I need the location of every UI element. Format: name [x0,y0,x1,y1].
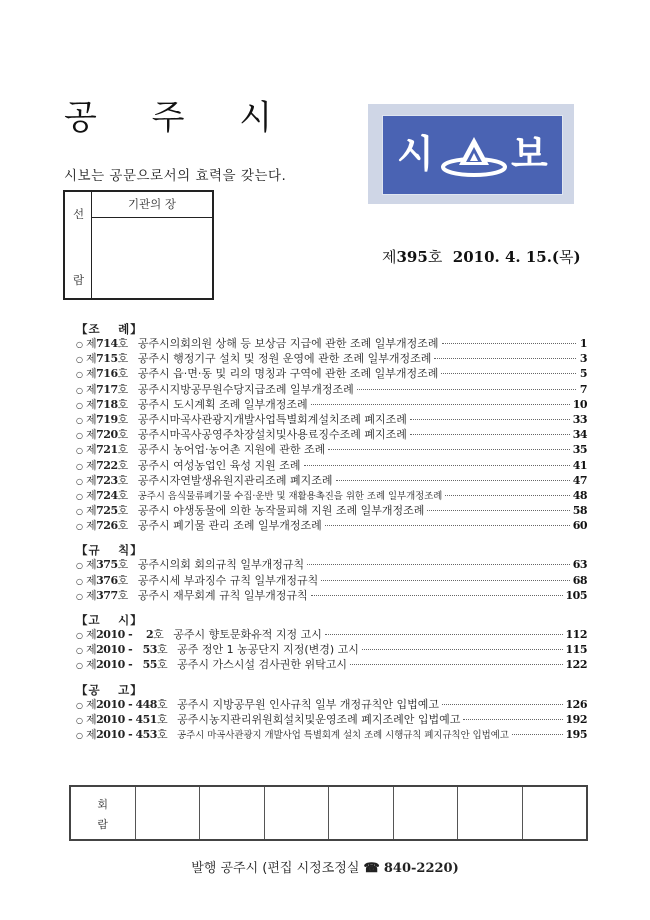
entry-number-prefix: 제 [86,367,97,381]
entry-page: 68 [572,573,587,587]
entry-number [86,518,128,533]
leader-dots [357,389,576,390]
leader-dots [325,525,570,526]
circulation-label-cell [71,787,136,839]
bullet-icon: ○ [76,576,83,586]
bullet-icon: ○ [76,385,83,395]
review-head-label: 기관의 장 [92,192,212,218]
section-gap [76,673,587,683]
section-gap [76,603,587,613]
entry-page: 63 [572,558,587,572]
review-box [63,190,214,300]
entry-number-prefix: 제 [86,727,97,741]
toc-entry[interactable] [76,588,587,603]
entry-title: 공주시 향토문화유적 지정 고시 [173,628,322,641]
entry-number [86,642,167,657]
leader-dots [311,595,563,596]
circulation-sign-cell[interactable] [523,787,587,839]
entry-number-prefix: 제 [86,382,97,396]
entry-number-suffix: 호 [156,697,168,711]
entry-title: 공주시 폐기물 관리 조례 일부개정조례 [137,519,322,533]
entry-page: 48 [572,488,587,502]
leader-dots [328,449,569,450]
leader-dots [321,580,569,581]
entry-number-value: 724 [96,488,118,502]
entry-number-prefix: 제 [86,519,97,533]
bullet-icon: ○ [76,700,83,710]
review-side-top: 선 [72,207,85,221]
bullet-icon: ○ [76,730,83,740]
entry-number-prefix: 제 [86,504,97,518]
entry-number-value: 2010 - 53 [96,643,157,657]
entry-number-value: 2010 - 55 [96,658,157,672]
entry-number [86,458,128,473]
entry-number-suffix: 호 [156,727,168,741]
toc-entry[interactable] [76,627,587,642]
bullet-icon: ○ [76,715,83,725]
issue-number: 395 [396,248,428,266]
entry-number-prefix: 제 [86,697,97,711]
toc-entry[interactable] [76,442,587,457]
circulation-sign-cell[interactable] [329,787,394,839]
bullet-icon: ○ [76,431,83,441]
circulation-sign-cell[interactable] [265,787,330,839]
entry-title: 공주시세 부과징수 규칙 일부개정규칙 [137,573,319,587]
leader-dots [350,664,563,665]
entry-title: 공주시의회의원 상해 등 보상금 지급에 관한 조례 일부개정조례 [137,337,439,350]
bullet-icon: ○ [76,661,83,671]
gazette-logo [368,104,574,204]
entry-number [86,427,128,442]
entry-page: 47 [572,473,587,487]
table-of-contents [76,322,587,742]
toc-entry[interactable] [76,697,587,712]
leader-dots [362,649,563,650]
bullet-icon: ○ [76,507,83,517]
bullet-icon: ○ [76,461,83,471]
entry-number-value: 2010 - 453 [96,727,157,741]
entry-number-prefix: 제 [86,628,97,641]
toc-entry[interactable] [76,412,587,427]
entry-number-prefix: 제 [86,558,97,572]
entry-page: 105 [565,588,587,602]
entry-number-prefix: 제 [86,588,97,602]
leader-dots [427,510,569,511]
toc-section-heading: 【공 고】 [76,682,143,697]
entry-number [86,351,128,366]
entry-number-suffix: 호 [117,367,128,381]
entry-number-value: 377 [96,588,118,602]
entry-number-suffix: 호 [117,488,128,502]
entry-number-suffix: 호 [117,352,128,366]
leader-dots [336,480,570,481]
entry-number [86,697,167,712]
entry-number-suffix: 호 [117,558,128,572]
issue-number-date [382,246,581,267]
circulation-sign-cell[interactable] [200,787,265,839]
logo-char-left: 시 [397,132,434,176]
circulation-label-top: 회 [97,798,109,811]
toc-entry[interactable] [76,518,587,533]
entry-number-suffix: 호 [117,588,128,602]
entry-title: 공주시 행정기구 설치 및 정원 운영에 관한 조례 일부개정조례 [137,352,432,366]
toc-section-heading: 【조 례】 [76,322,143,336]
entry-page: 60 [572,519,587,533]
entry-title: 공주시농지관리위원회설치및운영조례 폐지조례안 입법예고 [177,712,461,726]
entry-number-value: 714 [96,337,118,350]
entry-number [86,442,128,457]
entry-page: 192 [565,712,587,726]
entry-number-suffix: 호 [117,573,128,587]
entry-page: 1 [579,337,587,350]
entry-number-value: 2010 - 2 [96,628,154,641]
entry-page: 115 [565,643,587,657]
entry-number-prefix: 제 [86,458,97,472]
bullet-icon: ○ [76,446,83,456]
entry-number-prefix: 제 [86,488,97,502]
phone-number: 840-2220) [383,861,459,876]
entry-number [86,366,128,381]
entry-number [86,573,128,588]
entry-number-suffix: 호 [117,382,128,396]
entry-number [86,488,128,503]
toc-entry[interactable] [76,397,587,412]
leader-dots [445,495,569,496]
entry-number-suffix: 호 [117,428,128,442]
leader-dots [434,358,576,359]
bullet-icon: ○ [76,476,83,486]
entry-number [86,412,128,427]
entry-number-prefix: 제 [86,473,97,487]
toc-entry[interactable] [76,488,587,503]
entry-number [86,397,128,412]
circulation-label-bottom: 람 [97,818,109,831]
entry-number [86,657,167,672]
entry-page: 58 [572,504,587,518]
entry-number-suffix: 호 [156,658,168,672]
bullet-icon: ○ [76,561,83,571]
entry-title: 공주시 재무회계 규칙 일부개정규칙 [137,588,308,602]
entry-number-suffix: 호 [156,712,168,726]
bullet-icon: ○ [76,340,83,349]
toc-entry[interactable] [76,727,587,742]
entry-number-value: 723 [96,473,118,487]
phone-icon: ☎ [363,861,380,876]
entry-number-value: 376 [96,573,118,587]
entry-number-suffix: 호 [117,473,128,487]
leader-dots [442,704,563,705]
entry-title: 공주시지방공무원수당지급조례 일부개정조례 [137,382,354,396]
entry-page: 122 [565,658,587,672]
issue-suffix: 호 [427,248,443,266]
entry-number-suffix: 호 [117,443,128,457]
toc-entry[interactable] [76,642,587,657]
entry-number-value: 725 [96,504,118,518]
entry-title: 공주시 농어업·농어촌 지원에 관한 조례 [137,443,326,457]
circulation-table [69,785,588,841]
entry-number-value: 2010 - 451 [96,712,157,726]
entry-title: 공주시 마곡사관광지 개발사업 특별회계 설치 조례 시행규칙 폐지규칙안 입법예고 [177,729,509,741]
gazette-logo-inner [382,115,563,195]
toc-entry[interactable] [76,473,587,488]
entry-number-value: 721 [96,443,118,457]
entry-number-suffix: 호 [156,643,168,657]
entry-number [86,627,163,642]
entry-number-value: 716 [96,367,118,381]
entry-number-prefix: 제 [86,573,97,587]
toc-entry[interactable] [76,366,587,381]
entry-page: 34 [572,428,587,442]
leader-dots [410,419,570,420]
leader-dots [410,434,570,435]
leader-dots [307,564,570,565]
entry-number-value: 715 [96,352,118,366]
entry-page: 126 [565,697,587,711]
toc-entry[interactable] [76,573,587,588]
entry-title: 공주시 야생동물에 의한 농작물피해 지원 조례 일부개정조례 [137,504,425,518]
entry-title: 공주시 음식물류폐기물 수집·운반 및 재활용촉진을 위한 조례 일부개정조례 [137,490,443,502]
toc-entry[interactable] [76,557,587,572]
issue-weekday: 목 [559,248,574,266]
entry-title: 공주시마곡사공영주차장설치및사용료징수조례 폐지조례 [137,428,407,442]
entry-page: 41 [572,458,587,472]
entry-number-prefix: 제 [86,397,97,411]
toc-entry[interactable] [76,427,587,442]
toc-entry[interactable] [76,382,587,397]
entry-number-value: 722 [96,458,118,472]
bullet-icon: ○ [76,370,83,380]
toc-entry[interactable] [76,657,587,672]
entry-number-value: 726 [96,519,118,533]
entry-number-suffix: 호 [117,412,128,426]
bullet-icon: ○ [76,400,83,410]
bullet-icon: ○ [76,355,83,365]
circulation-sign-cell[interactable] [136,787,201,839]
legal-effect-note: 시보는 공문으로서의 효력을 갖는다. [64,168,287,184]
city-emblem-icon [439,134,509,180]
leader-dots [463,719,562,720]
entry-number-value: 719 [96,412,118,426]
bullet-icon: ○ [76,646,83,656]
leader-dots [441,373,576,374]
publisher-footer [0,857,650,876]
toc-section-heading: 【규 칙】 [76,543,143,558]
entry-number-prefix: 제 [86,412,97,426]
entry-number-value: 718 [96,397,118,411]
entry-number [86,588,128,603]
leader-dots [442,343,577,344]
entry-number-prefix: 제 [86,428,97,442]
publisher-text: 발행 공주시 (편집 시정조정실 [191,861,360,876]
entry-number [86,473,128,488]
circulation-sign-cell[interactable] [458,787,523,839]
entry-number-prefix: 제 [86,712,97,726]
entry-number-suffix: 호 [117,504,128,518]
issue-date: 2010. 4. 15.( [452,248,560,266]
entry-page: 112 [565,628,587,641]
bullet-icon: ○ [76,522,83,532]
toc-section-heading: 【고 시】 [76,613,143,627]
leader-dots [304,465,570,466]
entry-number-value: 720 [96,428,118,442]
entry-number [86,336,128,351]
entry-number-suffix: 호 [117,337,128,350]
issue-close: ) [573,248,581,266]
toc-entry[interactable] [76,336,587,351]
entry-number-prefix: 제 [86,643,97,657]
bullet-icon: ○ [76,415,83,425]
entry-number [86,557,128,572]
city-title: 공 주 시 [64,98,295,138]
entry-number [86,712,167,727]
logo-char-right: 보 [511,132,548,176]
review-side-bottom: 람 [72,273,85,287]
section-gap [76,533,587,543]
bullet-icon: ○ [76,491,83,501]
toc-entry[interactable] [76,351,587,366]
entry-number-prefix: 제 [86,352,97,366]
entry-title: 공주시 지방공무원 인사규칙 일부 개정규칙안 입법예고 [177,697,439,711]
leader-dots [325,634,563,635]
entry-number-value: 375 [96,558,118,572]
entry-title: 공주시마곡사관광지개발사업특별회계설치조례 폐지조례 [137,412,407,426]
toc-entry[interactable] [76,712,587,727]
entry-page: 3 [579,352,587,366]
toc-entry[interactable] [76,503,587,518]
circulation-sign-cell[interactable] [394,787,459,839]
entry-title: 공주 정안 1 농공단지 지정(변경) 고시 [177,643,359,657]
entry-number [86,382,128,397]
toc-entry[interactable] [76,458,587,473]
bullet-icon: ○ [76,631,83,640]
entry-number-value: 717 [96,382,118,396]
bullet-icon: ○ [76,591,83,601]
entry-title: 공주시 읍·면·동 및 리의 명칭과 구역에 관한 조례 일부개정조례 [137,367,439,381]
entry-title: 공주시 가스시설 검사권한 위탁고시 [177,658,347,672]
entry-number-suffix: 호 [153,628,164,641]
entry-page: 195 [565,727,587,741]
entry-title: 공주시자연발생유원지관리조례 폐지조례 [137,473,333,487]
entry-title: 공주시 도시계획 조례 일부개정조례 [137,397,308,411]
entry-title: 공주시 여성농업인 육성 지원 조례 [137,458,301,472]
entry-number [86,503,128,518]
entry-title: 공주시의회 회의규칙 일부개정규칙 [137,558,305,572]
entry-number-prefix: 제 [86,337,97,350]
entry-number-suffix: 호 [117,458,128,472]
entry-number-prefix: 제 [86,658,97,672]
entry-number-suffix: 호 [117,519,128,533]
entry-number-prefix: 제 [86,443,97,457]
entry-page: 5 [579,367,587,381]
entry-page: 10 [572,397,587,411]
entry-page: 35 [572,443,587,457]
entry-number-suffix: 호 [117,397,128,411]
review-box-side [65,192,92,298]
leader-dots [311,404,570,405]
issue-prefix: 제 [382,248,397,266]
entry-page: 7 [579,382,587,396]
entry-number-value: 2010 - 448 [96,697,157,711]
leader-dots [512,734,563,735]
entry-number [86,727,167,742]
entry-page: 33 [572,412,587,426]
